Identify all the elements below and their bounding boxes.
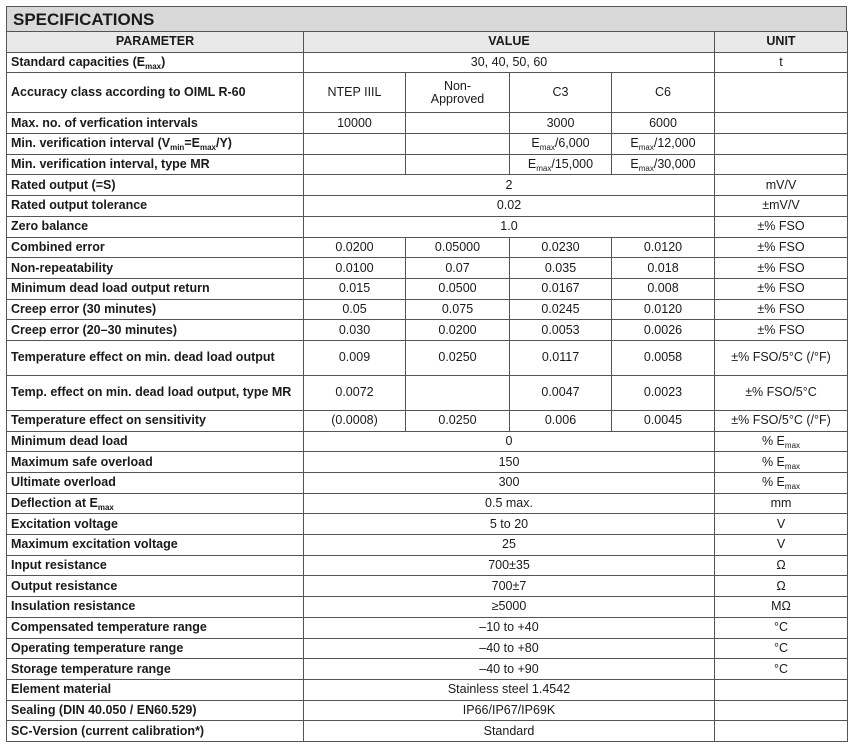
unit-cell (715, 73, 848, 113)
value-cell: 0 (304, 431, 715, 452)
value-cell: 6000 (612, 113, 715, 134)
value-cell: ≥5000 (304, 597, 715, 618)
value-cell: 0.0117 (510, 340, 612, 375)
value-cell: 0.008 (612, 278, 715, 299)
value-cell (406, 375, 510, 410)
unit-text: ±% FSO/5°C (/°F) (731, 413, 831, 428)
unit-cell (715, 175, 848, 196)
table-row (7, 258, 848, 279)
value-cell (406, 154, 510, 175)
value-cell: 0.075 (406, 299, 510, 320)
value-cell: 0.0245 (510, 299, 612, 320)
value-cell: 3000 (510, 113, 612, 134)
value-cell: 0.0023 (612, 375, 715, 410)
unit-text: V (776, 537, 786, 552)
value-cell (406, 134, 510, 155)
unit-cell (715, 52, 848, 73)
table-row (7, 320, 848, 341)
value-cell: 0.0500 (406, 278, 510, 299)
value-cell (406, 73, 510, 113)
unit-cell (715, 431, 848, 452)
parameter-cell (7, 375, 304, 410)
parameter-cell (7, 555, 304, 576)
parameter-text: Temperature effect on sensitivity (11, 413, 206, 428)
value-subscript: max (638, 143, 654, 153)
parameter-text: Sealing (DIN 40.050 / EN60.529) (11, 702, 197, 717)
unit-text: % E (761, 433, 785, 448)
parameter-cell (7, 278, 304, 299)
value-cell: 0.006 (510, 410, 612, 431)
parameter-text: Non-repeatability (11, 260, 114, 275)
unit-text: ±% FSO (757, 301, 805, 316)
table-row (7, 237, 848, 258)
parameter-cell (7, 638, 304, 659)
value-cell: 300 (304, 473, 715, 494)
parameter-text: Min. verification interval (V (11, 136, 171, 151)
unit-cell (715, 134, 848, 155)
unit-text: mV/V (765, 177, 797, 192)
value-cell: 0.0250 (406, 340, 510, 375)
value-cell: 0.0100 (304, 258, 406, 279)
table-header-row (7, 32, 848, 53)
table-row (7, 721, 848, 742)
value-cell: NTEP IIIL (304, 73, 406, 113)
parameter-text: Creep error (30 minutes) (11, 301, 157, 316)
value-cell: 0.018 (612, 258, 715, 279)
value-cell: 0.0072 (304, 375, 406, 410)
parameter-cell (7, 473, 304, 494)
table-row (7, 175, 848, 196)
value-cell (304, 154, 406, 175)
value-cell: 0.0250 (406, 410, 510, 431)
unit-text: ±% FSO (757, 260, 805, 275)
parameter-subscript: min (170, 143, 185, 153)
table-row (7, 216, 848, 237)
value-cell: 1.0 (304, 216, 715, 237)
value-cell: 5 to 20 (304, 514, 715, 535)
parameter-cell (7, 299, 304, 320)
value-cell: –40 to +90 (304, 659, 715, 680)
unit-subscript: max (784, 482, 801, 492)
parameter-text: Minimum dead load (11, 433, 128, 448)
parameter-cell (7, 700, 304, 721)
unit-text: t (779, 55, 783, 70)
unit-text: % E (761, 475, 785, 490)
value-text: Approved (430, 91, 485, 106)
parameter-text: Creep error (20–30 minutes) (11, 322, 178, 337)
parameter-cell (7, 410, 304, 431)
unit-text: ±% FSO (757, 322, 805, 337)
value-cell: 0.07 (406, 258, 510, 279)
unit-cell (715, 473, 848, 494)
parameter-text: Deflection at E (11, 496, 98, 511)
table-row (7, 154, 848, 175)
value-cell: C6 (612, 73, 715, 113)
parameter-cell (7, 431, 304, 452)
parameter-cell (7, 73, 304, 113)
parameter-cell (7, 216, 304, 237)
value-cell: 150 (304, 452, 715, 473)
unit-text: °C (773, 661, 789, 676)
unit-text: ±mV/V (762, 198, 800, 213)
unit-cell (715, 638, 848, 659)
unit-cell (715, 535, 848, 556)
value-cell: 0.0167 (510, 278, 612, 299)
value-cell: –10 to +40 (304, 617, 715, 638)
parameter-cell (7, 493, 304, 514)
unit-cell (715, 617, 848, 638)
parameter-cell (7, 535, 304, 556)
value-text: Non- (443, 78, 472, 93)
value-cell: 0.0026 (612, 320, 715, 341)
unit-cell (715, 555, 848, 576)
table-row (7, 555, 848, 576)
parameter-cell (7, 452, 304, 473)
unit-text: °C (773, 640, 789, 655)
parameter-text: SC-Version (current calibration*) (11, 723, 205, 738)
value-cell: C3 (510, 73, 612, 113)
value-text: E (630, 157, 639, 172)
unit-cell (715, 700, 848, 721)
parameter-text: Output resistance (11, 578, 118, 593)
unit-cell (715, 320, 848, 341)
value-text: E (531, 136, 540, 151)
parameter-cell (7, 721, 304, 742)
parameter-text: Rated output (=S) (11, 177, 116, 192)
parameter-cell (7, 196, 304, 217)
table-row (7, 576, 848, 597)
value-cell: 10000 (304, 113, 406, 134)
unit-cell (715, 514, 848, 535)
unit-text: V (776, 516, 786, 531)
unit-cell (715, 299, 848, 320)
value-text: /30,000 (653, 157, 696, 172)
value-cell: 2 (304, 175, 715, 196)
parameter-text: ) (161, 55, 166, 70)
table-row (7, 535, 848, 556)
value-text: E (630, 136, 639, 151)
parameter-text: Excitation voltage (11, 516, 118, 531)
parameter-text: Maximum safe overload (11, 454, 153, 469)
table-row (7, 638, 848, 659)
specifications-table (6, 31, 848, 742)
parameter-text: Rated output tolerance (11, 198, 148, 213)
parameter-text: Element material (11, 682, 112, 697)
value-cell: Standard (304, 721, 715, 742)
value-cell: 0.0200 (304, 237, 406, 258)
value-cell (612, 134, 715, 155)
parameter-cell (7, 52, 304, 73)
value-cell: 700±35 (304, 555, 715, 576)
parameter-cell (7, 258, 304, 279)
table-row (7, 410, 848, 431)
value-cell: Stainless steel 1.4542 (304, 679, 715, 700)
table-row (7, 597, 848, 618)
value-cell (612, 154, 715, 175)
value-cell: 0.030 (304, 320, 406, 341)
value-cell: 0.0045 (612, 410, 715, 431)
table-row (7, 431, 848, 452)
parameter-cell (7, 154, 304, 175)
section-title: SPECIFICATIONS (6, 6, 847, 31)
parameter-text: Accuracy class according to OIML R-60 (11, 85, 246, 100)
unit-text: % E (761, 454, 785, 469)
value-subscript: max (638, 164, 654, 174)
unit-text: ±% FSO (757, 219, 805, 234)
value-cell: 0.0230 (510, 237, 612, 258)
value-cell: 0.05000 (406, 237, 510, 258)
table-row (7, 700, 848, 721)
parameter-cell (7, 320, 304, 341)
table-row (7, 375, 848, 410)
table-row (7, 617, 848, 638)
parameter-text: Compensated temperature range (11, 620, 207, 635)
value-cell: 700±7 (304, 576, 715, 597)
parameter-text: Minimum dead load output return (11, 281, 210, 296)
parameter-cell (7, 514, 304, 535)
unit-cell (715, 659, 848, 680)
value-text: /15,000 (551, 157, 594, 172)
table-row (7, 659, 848, 680)
parameter-text: Temp. effect on min. dead load output, type MR (11, 385, 292, 400)
table-row (7, 473, 848, 494)
parameter-cell (7, 340, 304, 375)
value-header: VALUE (304, 32, 715, 53)
parameter-text: Insulation resistance (11, 599, 136, 614)
value-cell (406, 113, 510, 134)
parameter-text: Ultimate overload (11, 475, 116, 490)
value-cell: 0.0047 (510, 375, 612, 410)
value-text: /12,000 (653, 136, 696, 151)
table-row (7, 340, 848, 375)
table-row (7, 73, 848, 113)
value-cell (510, 134, 612, 155)
parameter-text: Temperature effect on min. dead load output (11, 350, 275, 365)
table-row (7, 679, 848, 700)
value-cell: 0.05 (304, 299, 406, 320)
parameter-text: /Y) (215, 136, 232, 151)
value-subscript: max (539, 143, 555, 153)
unit-cell (715, 237, 848, 258)
parameter-text: Zero balance (11, 219, 89, 234)
value-cell: 0.5 max. (304, 493, 715, 514)
parameter-subscript: max (199, 143, 216, 153)
parameter-cell (7, 659, 304, 680)
unit-cell (715, 452, 848, 473)
value-cell: –40 to +80 (304, 638, 715, 659)
table-row (7, 52, 848, 73)
value-cell (510, 154, 612, 175)
unit-cell (715, 258, 848, 279)
unit-text: mm (770, 496, 792, 511)
parameter-cell (7, 175, 304, 196)
value-cell: 0.035 (510, 258, 612, 279)
unit-cell (715, 196, 848, 217)
parameter-cell (7, 576, 304, 597)
parameter-subscript: max (145, 62, 162, 72)
parameter-text: Max. no. of verfication intervals (11, 115, 198, 130)
table-row (7, 452, 848, 473)
unit-header: UNIT (715, 32, 848, 53)
value-cell: 0.0120 (612, 299, 715, 320)
value-cell: 0.015 (304, 278, 406, 299)
value-cell: 0.0058 (612, 340, 715, 375)
parameter-text: Input resistance (11, 558, 107, 573)
parameter-text: Maximum excitation voltage (11, 537, 178, 552)
parameter-subscript: max (97, 503, 114, 513)
unit-text: ±% FSO/5°C (/°F) (731, 350, 831, 365)
unit-cell (715, 721, 848, 742)
unit-subscript: max (784, 440, 801, 450)
parameter-text: =E (184, 136, 200, 151)
value-cell: 0.0200 (406, 320, 510, 341)
parameter-cell (7, 679, 304, 700)
value-cell: 0.0053 (510, 320, 612, 341)
unit-subscript: max (784, 461, 801, 471)
parameter-cell (7, 597, 304, 618)
parameter-cell (7, 113, 304, 134)
table-row (7, 299, 848, 320)
value-cell: 0.02 (304, 196, 715, 217)
parameter-cell (7, 617, 304, 638)
table-row (7, 134, 848, 155)
table-row (7, 196, 848, 217)
value-text: /6,000 (554, 136, 590, 151)
unit-text: ±% FSO/5°C (745, 385, 817, 400)
value-cell: 0.009 (304, 340, 406, 375)
unit-text: °C (773, 620, 789, 635)
unit-text: Ω (776, 558, 786, 573)
unit-cell (715, 375, 848, 410)
unit-text: Ω (776, 578, 786, 593)
unit-cell (715, 410, 848, 431)
parameter-cell (7, 237, 304, 258)
unit-text: MΩ (771, 599, 791, 614)
unit-cell (715, 278, 848, 299)
value-cell: 0.0120 (612, 237, 715, 258)
value-text: E (527, 157, 537, 172)
table-row (7, 113, 848, 134)
unit-cell (715, 679, 848, 700)
table-row (7, 493, 848, 514)
unit-cell (715, 113, 848, 134)
value-cell: (0.0008) (304, 410, 406, 431)
unit-cell (715, 216, 848, 237)
value-subscript: max (536, 164, 552, 174)
table-row (7, 514, 848, 535)
value-cell (304, 134, 406, 155)
parameter-text: Combined error (11, 239, 105, 254)
table-body (7, 52, 848, 741)
parameter-cell (7, 134, 304, 155)
unit-cell (715, 597, 848, 618)
unit-text: ±% FSO (757, 239, 805, 254)
parameter-text: Storage temperature range (11, 661, 171, 676)
unit-cell (715, 154, 848, 175)
value-cell: 30, 40, 50, 60 (304, 52, 715, 73)
specifications-section (6, 6, 847, 742)
unit-cell (715, 576, 848, 597)
parameter-text: Operating temperature range (11, 640, 184, 655)
value-cell: IP66/IP67/IP69K (304, 700, 715, 721)
unit-text: ±% FSO (757, 281, 805, 296)
unit-cell (715, 493, 848, 514)
parameter-text: Standard capacities (E (11, 55, 146, 70)
parameter-header: PARAMETER (7, 32, 304, 53)
table-row (7, 278, 848, 299)
parameter-text: Min. verification interval, type MR (11, 157, 210, 172)
value-cell: 25 (304, 535, 715, 556)
unit-cell (715, 340, 848, 375)
